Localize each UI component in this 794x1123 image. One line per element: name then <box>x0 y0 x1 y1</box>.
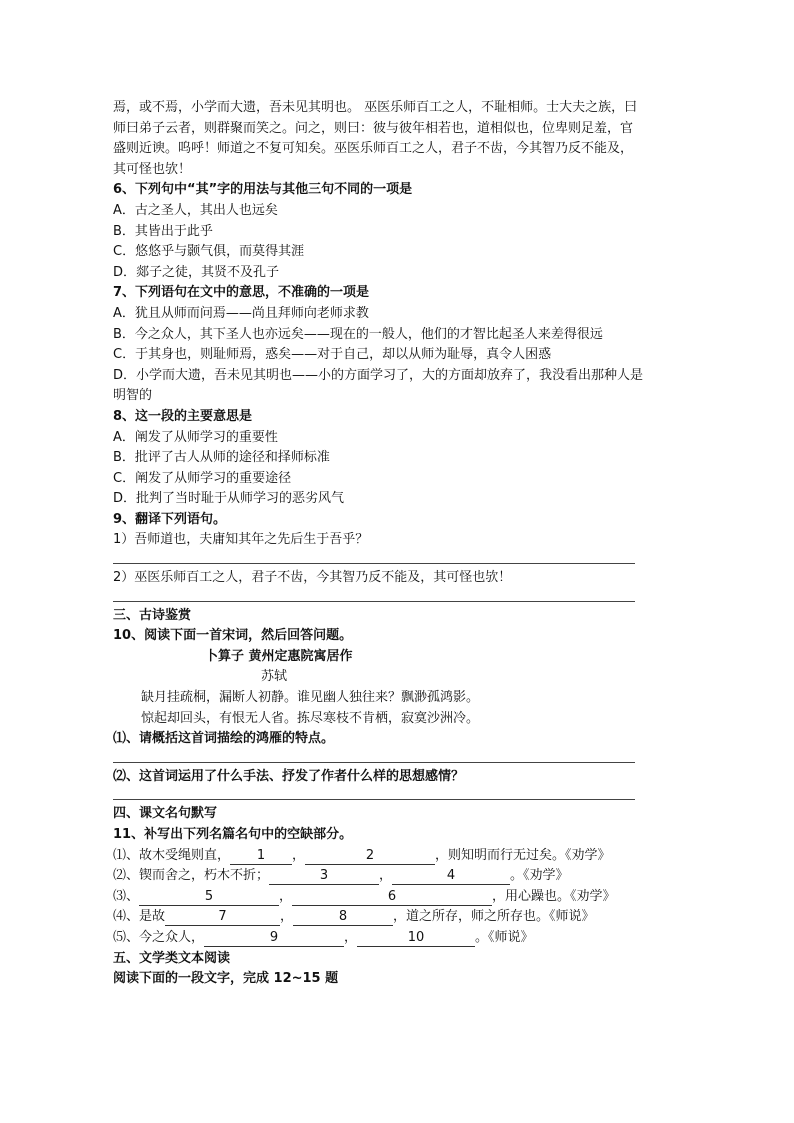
fill-blank[interactable]: 7 <box>165 909 280 926</box>
fill-blank[interactable]: 6 <box>292 889 492 906</box>
fill-blank[interactable]: 4 <box>392 868 510 885</box>
q8-option-d: D．批判了当时耻于从师学习的恶劣风气 <box>113 491 345 507</box>
section-3-title: 三、古诗鉴赏 <box>113 607 192 623</box>
q6-option-a: A．古之圣人，其出人也远矣 <box>113 202 278 218</box>
fill-blank[interactable]: 1 <box>230 848 292 865</box>
fill-item-prefix: ⑵、锲而舍之，朽木不折； <box>113 868 270 884</box>
fill-item-suffix: 。《师说》 <box>475 929 534 945</box>
passage-line: 师曰弟子云者，则群聚而笑之。问之，则曰：彼与彼年相若也，道相似也，位卑则足羞，官 <box>113 120 634 136</box>
fill-item-suffix: 。《劝学》 <box>510 868 569 884</box>
document-page <box>113 98 683 990</box>
fill-blank[interactable]: 2 <box>305 848 435 865</box>
section-4-title: 四、课文名句默写 <box>113 806 218 822</box>
fill-item-suffix: ，则知明而行无过矣。《劝学》 <box>435 847 611 863</box>
answer-line[interactable] <box>113 750 635 763</box>
q8-option-b: B．批评了古人从师的途径和择师标准 <box>113 450 330 466</box>
fill-item-prefix: ⑶、 <box>113 888 140 904</box>
question-8-stem: 8、这一段的主要意思是 <box>113 408 253 424</box>
fill-blank[interactable]: 8 <box>293 909 393 926</box>
section-5-title: 五、文学类文本阅读 <box>113 950 231 966</box>
q7-option-d-cont: 明智的 <box>113 388 153 404</box>
fill-item: ⑴、故木受绳则直， 1 ， 2 ，则知明而行无过矣。《劝学》 <box>113 847 611 863</box>
question-11-stem: 11、补写出下列名篇名句中的空缺部分。 <box>113 827 353 842</box>
q6-option-b: B．其皆出于此乎 <box>113 223 213 239</box>
q8-option-c: C．阐发了从师学习的重要途径 <box>113 470 292 486</box>
q6-option-d: D．郯子之徒，其贤不及孔子 <box>113 264 280 280</box>
q7-option-c: C．于其身也，则耻师焉，惑矣——对于自己，却以从师为耻辱，真令人困惑 <box>113 347 552 363</box>
q7-option-b: B．今之众人，其下圣人也亦远矣——现在的一般人，他们的才智比起圣人来差得很远 <box>113 326 603 342</box>
section-5-instruction: 阅读下面的一段文字，完成 12~15 题 <box>113 971 339 987</box>
q9-sentence-1: 1）吾师道也，夫庸知其年之先后生于吾乎？ <box>113 532 369 548</box>
q7-option-d: D．小学而大遗，吾未见其明也——小的方面学习了，大的方面却放弃了，我没看出那种人是 <box>113 367 644 383</box>
fill-blank[interactable]: 10 <box>357 930 475 947</box>
poem-line: 惊起却回头，有恨无人省。拣尽寒枝不肯栖，寂寞沙洲冷。 <box>141 710 480 726</box>
question-7-stem: 7、下列语句在文中的意思，不准确的一项是 <box>113 285 370 301</box>
fill-item-suffix: ，道之所存，师之所存也。《师说》 <box>393 909 595 925</box>
q9-sentence-2: 2）巫医乐师百工之人，君子不齿，今其智乃反不能及，其可怪也欤！ <box>113 570 512 586</box>
answer-line[interactable] <box>113 787 635 800</box>
fill-item: ⑸、今之众人， 9 ， 10 。《师说》 <box>113 929 534 945</box>
passage-line: 盛则近谀。呜呼！师道之不复可知矣。巫医乐师百工之人，君子不齿，今其智乃反不能及， <box>113 141 634 157</box>
q10-sub-1: ⑴、请概括这首词描绘的鸿雁的特点。 <box>113 731 335 747</box>
question-9-stem: 9、翻译下列语句。 <box>113 511 227 527</box>
fill-item-prefix: ⑷、是故 <box>113 909 166 925</box>
q8-option-a: A．阐发了从师学习的重要性 <box>113 429 278 445</box>
fill-item: ⑷、是故 7 ， 8 ，道之所存，师之所存也。《师说》 <box>113 909 595 925</box>
fill-item: ⑶、 5 ， 6 ，用心躁也。《劝学》 <box>113 888 616 904</box>
fill-item: ⑵、锲而舍之，朽木不折； 3 ， 4 。《劝学》 <box>113 868 569 884</box>
q6-option-c: C．悠悠乎与颢气俱，而莫得其涯 <box>113 244 305 260</box>
q7-option-a: A．犹且从师而问焉——尚且拜师向老师求教 <box>113 305 369 321</box>
fill-blank[interactable]: 5 <box>139 889 279 906</box>
answer-line[interactable] <box>113 551 635 564</box>
fill-item-prefix: ⑸、今之众人， <box>113 929 205 945</box>
question-10-stem: 10、阅读下面一首宋词，然后回答问题。 <box>113 628 353 644</box>
question-6-stem: 6、下列句中“其”字的用法与其他三句不同的一项是 <box>113 182 413 198</box>
fill-item-prefix: ⑴、故木受绳则直， <box>113 847 231 863</box>
passage-line: 其可怪也欤！ <box>113 161 192 177</box>
poem-title: 卜算子 黄州定惠院寓居作 <box>205 648 353 664</box>
fill-blank[interactable]: 3 <box>269 868 379 885</box>
poem-author: 苏轼 <box>261 669 288 685</box>
fill-blank[interactable]: 9 <box>204 930 344 947</box>
fill-item-suffix: ，用心躁也。《劝学》 <box>492 888 616 904</box>
q10-sub-2: ⑵、这首词运用了什么手法、抒发了作者什么样的思想感情？ <box>113 768 465 784</box>
answer-line[interactable] <box>113 589 635 602</box>
poem-line: 缺月挂疏桐，漏断人初静。谁见幽人独往来？飘渺孤鸿影。 <box>141 690 480 706</box>
passage-line: 焉，或不焉，小学而大遗，吾未见其明也。 巫医乐师百工之人，不耻相师。士大夫之族，曰 <box>113 100 638 115</box>
